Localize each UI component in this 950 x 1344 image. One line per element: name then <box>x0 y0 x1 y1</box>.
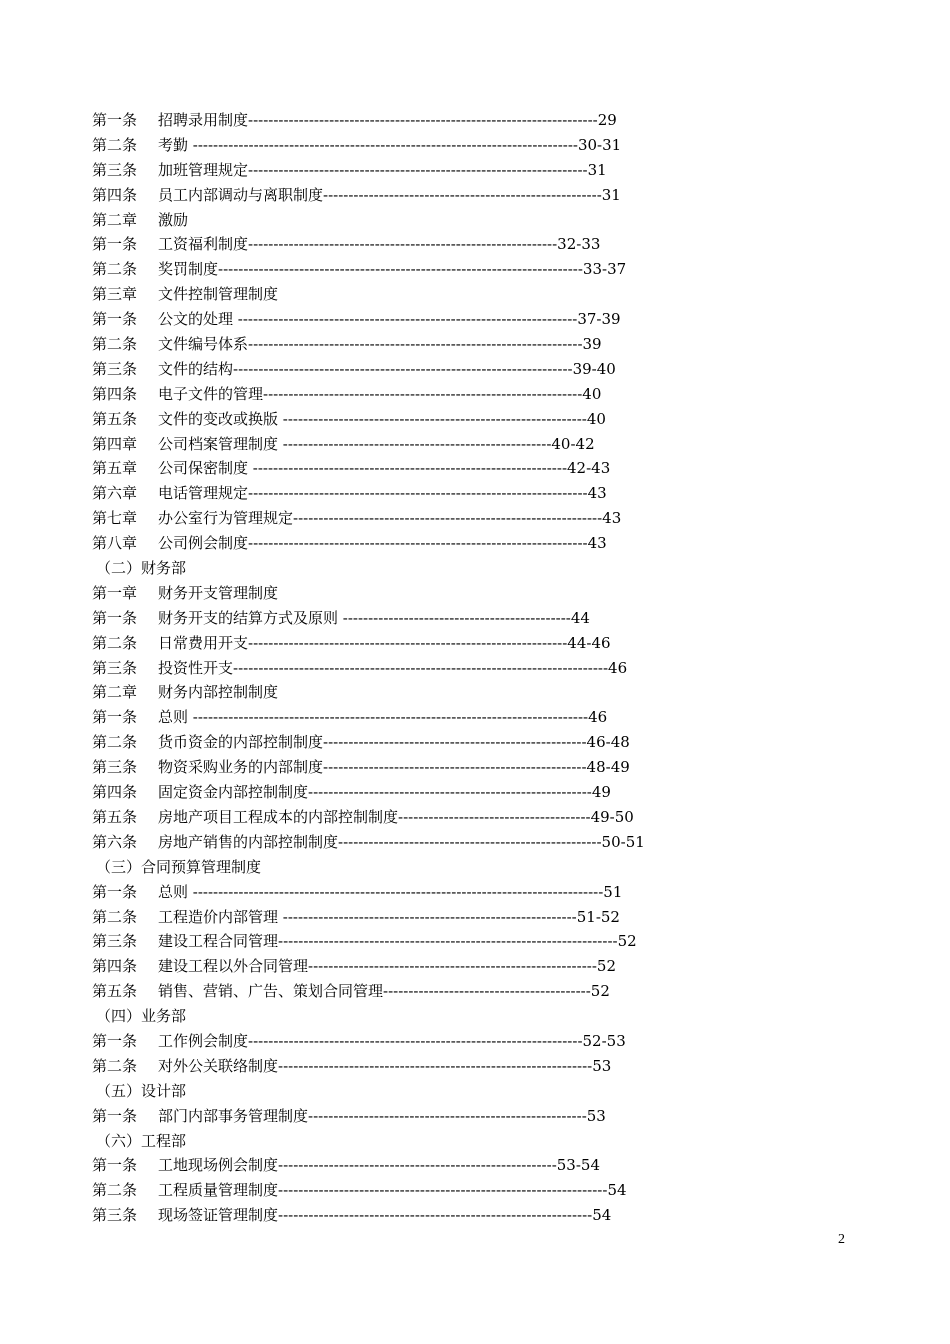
toc-entry <box>92 755 852 780</box>
toc-entry-number: 第四章 <box>92 434 138 453</box>
toc-entry <box>92 456 852 481</box>
toc-entry <box>92 929 852 954</box>
toc-entry-number: 第二条 <box>92 907 138 926</box>
toc-entry-title: 电子文件的管理---------------------------------------------------------------40 <box>158 384 602 403</box>
toc-entry-number: 第三条 <box>92 932 138 951</box>
toc-entry-number: 第一条 <box>92 1106 138 1125</box>
toc-entry <box>92 606 852 631</box>
toc-entry-title: 员工内部调动与离职制度-------------------------------------------------------31 <box>158 185 621 204</box>
toc-entry-title: 对外公关联络制度--------------------------------------------------------------53 <box>158 1056 612 1075</box>
toc-entry-title: 公文的处理 -------------------------------------------------------------------37-39 <box>158 310 621 329</box>
toc-entry-number: 第二条 <box>92 260 138 279</box>
toc-entry-title: 部门内部事务管理制度-------------------------------------------------------53 <box>158 1106 606 1125</box>
toc-entry-title: 公司档案管理制度 -----------------------------------------------------40-42 <box>158 434 595 453</box>
toc-entry-number: 第二条 <box>92 633 138 652</box>
toc-entry <box>92 730 852 755</box>
toc-entry-number: 第一条 <box>92 1156 138 1175</box>
toc-entry-title: 房地产销售的内部控制制度----------------------------------------------------50-51 <box>158 832 645 851</box>
toc-entry <box>92 257 852 282</box>
toc-entry <box>92 133 852 158</box>
toc-entry-title: 财务内部控制制度 <box>158 683 279 702</box>
toc-entry-title: 工资福利制度-------------------------------------------------------------32-33 <box>158 235 601 254</box>
toc-entry <box>92 581 852 606</box>
toc-entry <box>92 1079 852 1104</box>
toc-entry <box>92 506 852 531</box>
toc-entry-number: 第八章 <box>92 534 138 553</box>
toc-entry-number: 第四条 <box>92 185 138 204</box>
toc-entry-number: 第二条 <box>92 335 138 354</box>
toc-entry-number: （四）业务部 <box>96 1007 187 1026</box>
toc-entry <box>92 556 852 581</box>
toc-entry <box>92 631 852 656</box>
toc-entry <box>92 332 852 357</box>
toc-entry <box>92 531 852 556</box>
toc-entry-title: 公司例会制度-------------------------------------------------------------------43 <box>158 534 607 553</box>
toc-entry-title: 货币资金的内部控制制度----------------------------------------------------46-48 <box>158 733 630 752</box>
toc-entry-number: 第三章 <box>92 285 138 304</box>
toc-entry <box>92 1104 852 1129</box>
toc-entry-number: 第二条 <box>92 733 138 752</box>
toc-entry-title: 招聘录用制度---------------------------------------------------------------------29 <box>158 111 617 129</box>
toc-entry-title: 总则 ------------------------------------------------------------------------------46 <box>158 708 608 727</box>
toc-entry <box>92 1054 852 1079</box>
toc-entry <box>92 954 852 979</box>
toc-entry-title: 文件控制管理制度 <box>158 285 279 304</box>
toc-entry <box>92 780 852 805</box>
toc-entry <box>92 830 852 855</box>
toc-entry-number: 第一章 <box>92 583 138 602</box>
toc-entry <box>92 357 852 382</box>
toc-entry-title: 办公室行为管理规定-------------------------------------------------------------43 <box>158 509 622 528</box>
toc-entry-number: 第三条 <box>92 758 138 777</box>
toc-entry-number: 第六条 <box>92 832 138 851</box>
toc-entry-number: 第二章 <box>92 683 138 702</box>
table-of-contents <box>92 108 852 1228</box>
toc-entry-title: 工程质量管理制度-----------------------------------------------------------------54 <box>158 1181 627 1200</box>
toc-entry <box>92 979 852 1004</box>
toc-entry <box>92 1029 852 1054</box>
toc-entry-title: 考勤 ----------------------------------------------------------------------------30-31 <box>158 135 622 154</box>
toc-entry <box>92 680 852 705</box>
toc-entry <box>92 108 852 133</box>
toc-entry <box>92 1004 852 1029</box>
toc-entry <box>92 183 852 208</box>
toc-entry-number: 第二条 <box>92 135 138 154</box>
toc-entry <box>92 382 852 407</box>
toc-entry-title: 文件的结构-------------------------------------------------------------------39-40 <box>158 359 616 378</box>
toc-entry-title: 现场签证管理制度--------------------------------------------------------------54 <box>158 1206 612 1225</box>
toc-entry-number: 第一条 <box>92 1031 138 1050</box>
toc-entry-number: （五）设计部 <box>96 1081 187 1100</box>
toc-entry-number: （二）财务部 <box>96 559 187 578</box>
toc-entry <box>92 158 852 183</box>
toc-entry-number: 第四条 <box>92 957 138 976</box>
toc-entry-number: 第一条 <box>92 608 138 627</box>
toc-entry <box>92 855 852 880</box>
toc-entry-title: 电话管理规定-------------------------------------------------------------------43 <box>158 484 607 503</box>
toc-entry <box>92 232 852 257</box>
toc-entry <box>92 307 852 332</box>
toc-entry-title: 文件的变改或换版 ------------------------------------------------------------40 <box>158 409 606 428</box>
toc-entry-number: 第四条 <box>92 783 138 802</box>
toc-entry-title: 财务开支管理制度 <box>158 583 279 602</box>
toc-entry <box>92 432 852 457</box>
toc-entry-title: 总则 ---------------------------------------------------------------------------------51 <box>158 882 623 901</box>
toc-entry-number: 第二章 <box>92 210 138 229</box>
toc-entry <box>92 805 852 830</box>
toc-entry-title: 日常费用开支---------------------------------------------------------------44-46 <box>158 633 611 652</box>
toc-entry <box>92 1203 852 1228</box>
toc-entry <box>92 208 852 233</box>
toc-entry <box>92 1153 852 1178</box>
toc-entry-title: 工作例会制度------------------------------------------------------------------52-53 <box>158 1031 626 1050</box>
toc-entry <box>92 1178 852 1203</box>
toc-entry-number: 第七章 <box>92 509 138 528</box>
toc-entry-number: 第一条 <box>92 310 138 329</box>
toc-entry-title: 建设工程以外合同管理---------------------------------------------------------52 <box>158 957 616 976</box>
toc-entry <box>92 1129 852 1154</box>
page-number: 2 <box>838 1232 845 1247</box>
toc-entry <box>92 656 852 681</box>
toc-entry-number: 第二条 <box>92 1056 138 1075</box>
toc-entry-number: 第五条 <box>92 982 138 1001</box>
toc-entry-number: 第三条 <box>92 1206 138 1225</box>
toc-entry-title: 投资性开支--------------------------------------------------------------------------46 <box>158 658 628 677</box>
toc-entry-title: 激励 <box>158 210 189 229</box>
toc-entry <box>92 880 852 905</box>
toc-entry-number: （三）合同预算管理制度 <box>96 857 262 876</box>
toc-entry-title: 财务开支的结算方式及原则 ---------------------------------------------44 <box>158 608 590 627</box>
toc-entry-title: 物资采购业务的内部制度----------------------------------------------------48-49 <box>158 758 630 777</box>
toc-entry-title: 房地产项目工程成本的内部控制制度--------------------------------------49-50 <box>158 807 634 826</box>
toc-entry-number: 第五条 <box>92 409 138 428</box>
toc-entry <box>92 282 852 307</box>
toc-entry <box>92 481 852 506</box>
toc-entry-title: 奖罚制度------------------------------------------------------------------------33-37 <box>158 260 627 279</box>
toc-entry-title: 工程造价内部管理 ----------------------------------------------------------51-52 <box>158 907 620 926</box>
toc-entry-number: 第三条 <box>92 658 138 677</box>
toc-entry-title: 建设工程合同管理-------------------------------------------------------------------52 <box>158 932 637 951</box>
toc-entry-title: 工地现场例会制度-------------------------------------------------------53-54 <box>158 1156 601 1175</box>
toc-entry <box>92 905 852 930</box>
toc-entry-number: 第三条 <box>92 160 138 179</box>
toc-entry-title: 文件编号体系------------------------------------------------------------------39 <box>158 335 602 354</box>
toc-entry-title: 销售、营销、广告、策划合同管理-----------------------------------------52 <box>158 982 610 1001</box>
toc-entry-number: 第二条 <box>92 1181 138 1200</box>
toc-entry-number: 第五章 <box>92 459 138 478</box>
toc-entry-number: 第一条 <box>92 708 138 727</box>
toc-entry-title: 固定资金内部控制制度--------------------------------------------------------49 <box>158 783 611 802</box>
toc-entry-title: 公司保密制度 --------------------------------------------------------------42-43 <box>158 459 611 478</box>
toc-entry-number: 第一条 <box>92 235 138 254</box>
toc-entry-number: 第一条 <box>92 882 138 901</box>
toc-entry-number: 第一条 <box>92 111 138 129</box>
toc-entry-number: 第五条 <box>92 807 138 826</box>
toc-entry-number: 第四条 <box>92 384 138 403</box>
toc-entry <box>92 705 852 730</box>
toc-entry-title: 加班管理规定-------------------------------------------------------------------31 <box>158 160 607 179</box>
toc-entry-number: 第六章 <box>92 484 138 503</box>
toc-entry <box>92 407 852 432</box>
toc-entry-number: 第三条 <box>92 359 138 378</box>
toc-entry-number: （六）工程部 <box>96 1131 187 1150</box>
